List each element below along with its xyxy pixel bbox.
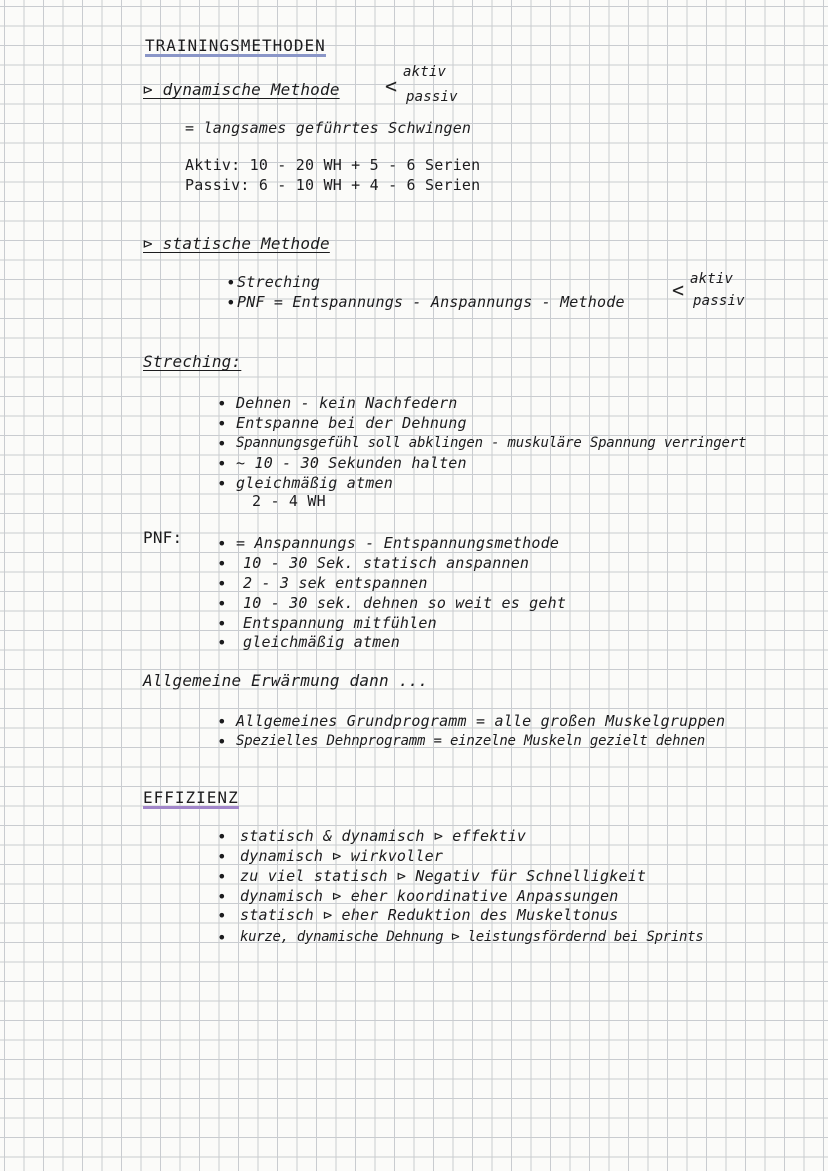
bullet-icon: • — [217, 434, 227, 453]
bullet-icon: • — [217, 847, 227, 866]
dynamic-method-heading: ⊳ dynamische Methode — [143, 80, 340, 99]
static-item: PNF = Entspannungs - Anspannungs - Methode — [237, 293, 625, 311]
bullet-icon: • — [226, 293, 236, 312]
pnf-item: = Anspannungs - Entspannungsmethode — [236, 534, 560, 552]
static-item: Streching — [237, 273, 321, 291]
bullet-icon: • — [217, 414, 227, 433]
bullet-icon: • — [226, 273, 236, 292]
bullet-icon: • — [217, 534, 227, 553]
bullet-icon: • — [217, 614, 227, 633]
streching-item: Entspanne bei der Dehnung — [236, 414, 467, 432]
bullet-icon: • — [217, 906, 227, 925]
pnf-item: 10 - 30 Sek. statisch anspannen — [243, 554, 530, 572]
streching-item: Spannungsgefühl soll abklingen - muskuläre Spannung verringert — [236, 435, 747, 451]
bullet-icon: • — [217, 887, 227, 906]
bullet-icon: • — [217, 928, 227, 947]
dynamic-passiv-line: Passiv: 6 - 10 WH + 4 - 6 Serien — [185, 176, 481, 194]
warmup-item: Spezielles Dehnprogramm = einzelne Muskeln gezielt dehnen — [236, 733, 706, 749]
pnf-item: 10 - 30 sek. dehnen so weit es geht — [243, 594, 567, 612]
effizienz-item: statisch & dynamisch ⊳ effektiv — [240, 827, 527, 845]
bullet-icon: • — [217, 554, 227, 573]
bullet-icon: • — [217, 594, 227, 613]
pnf-item: Entspannung mitfühlen — [243, 614, 437, 632]
dynamic-option-aktiv: aktiv — [403, 64, 447, 80]
bullet-icon: • — [217, 827, 227, 846]
bullet-icon: • — [217, 732, 227, 751]
static-option-passiv: passiv — [693, 293, 745, 309]
effizienz-item: dynamisch ⊳ wirkvoller — [240, 847, 444, 865]
effizienz-item: dynamisch ⊳ eher koordinative Anpassungen — [240, 887, 619, 905]
bullet-icon: • — [217, 712, 227, 731]
bullet-icon: • — [217, 474, 227, 493]
bullet-icon: • — [217, 867, 227, 886]
streching-item: ~ 10 - 30 Sekunden halten — [236, 454, 467, 472]
static-method-heading: ⊳ statische Methode — [143, 234, 330, 253]
warmup-heading: Allgemeine Erwärmung dann ... — [143, 671, 429, 690]
brace-icon: < — [672, 278, 685, 302]
dynamic-definition: = langsames geführtes Schwingen — [185, 119, 472, 137]
pnf-item: 2 - 3 sek entspannen — [243, 574, 428, 592]
streching-item: 2 - 4 WH — [252, 492, 326, 510]
effizienz-item: zu viel statisch ⊳ Negativ für Schnelligkeit — [240, 867, 647, 885]
streching-item: Dehnen - kein Nachfedern — [236, 394, 458, 412]
static-option-aktiv: aktiv — [690, 271, 734, 287]
effizienz-item: kurze, dynamische Dehnung ⊳ leistungsfördernd bei Sprints — [240, 929, 704, 945]
bullet-icon: • — [217, 454, 227, 473]
page-title: TRAININGSMETHODEN — [145, 36, 326, 55]
effizienz-item: statisch ⊳ eher Reduktion des Muskeltonus — [240, 906, 619, 924]
effizienz-heading: EFFIZIENZ — [143, 788, 239, 807]
bullet-icon: • — [217, 633, 227, 652]
streching-item: gleichmäßig atmen — [236, 474, 393, 492]
streching-heading: Streching: — [143, 352, 242, 371]
brace-icon: < — [385, 74, 398, 98]
dynamic-aktiv-line: Aktiv: 10 - 20 WH + 5 - 6 Serien — [185, 156, 481, 174]
warmup-item: Allgemeines Grundprogramm = alle großen Muskelgruppen — [236, 712, 726, 730]
dynamic-option-passiv: passiv — [406, 89, 458, 105]
bullet-icon: • — [217, 394, 227, 413]
pnf-item: gleichmäßig atmen — [243, 633, 400, 651]
pnf-heading: PNF: — [143, 528, 183, 547]
bullet-icon: • — [217, 574, 227, 593]
